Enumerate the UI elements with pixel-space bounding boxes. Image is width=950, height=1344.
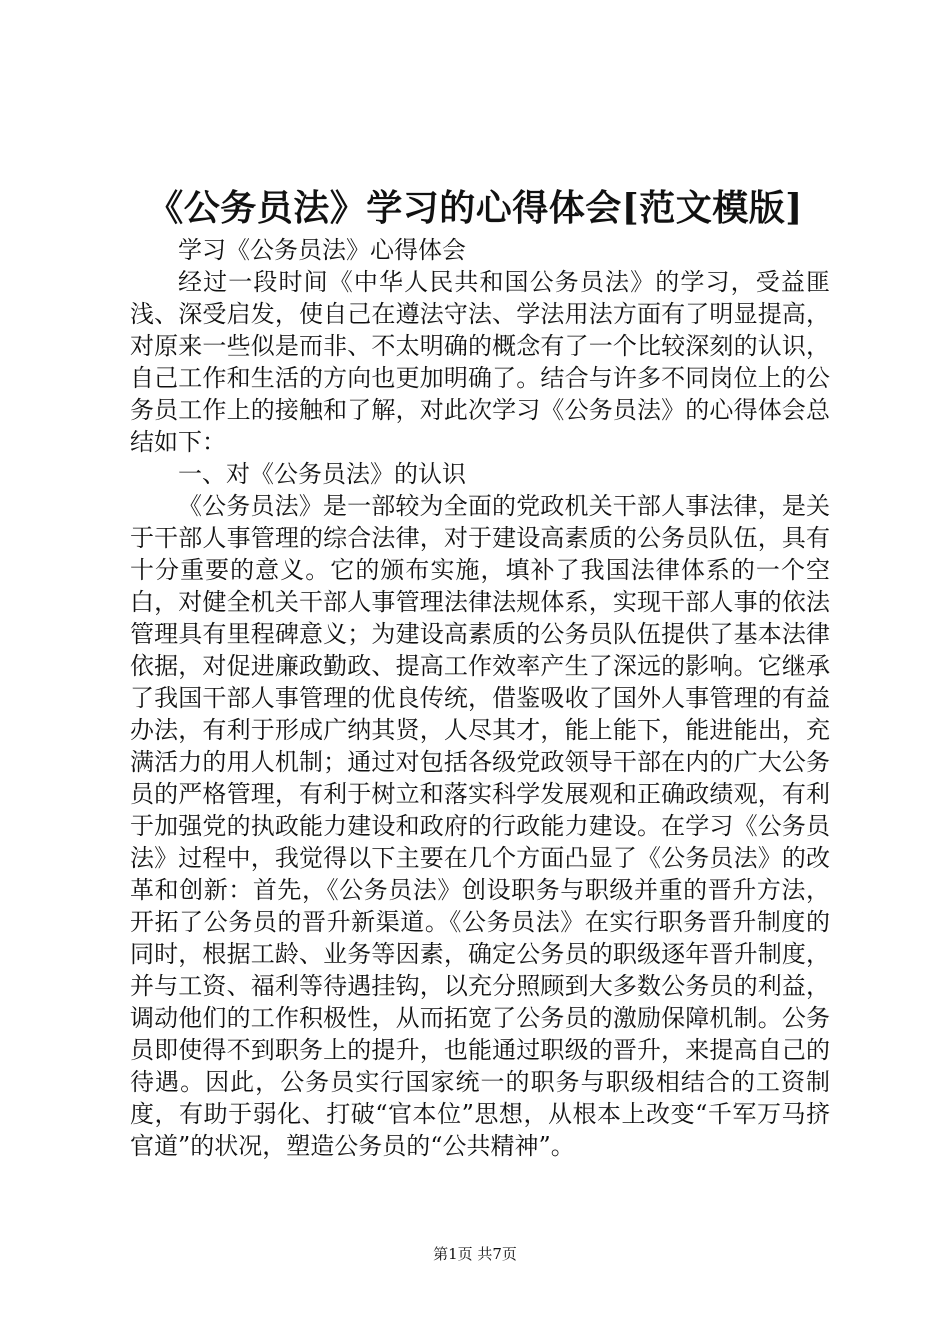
page-footer: 第1页 共7页	[433, 1245, 517, 1263]
document-title: 《公务员法》学习的心得体会[范文模版]	[147, 187, 803, 229]
paragraph-section-1: 《公务员法》是一部较为全面的党政机关干部人事法律，是关于干部人事管理的综合法律，对于建设高素质的公务员队伍，具有十分重要的意义。它的颁布实施，填补了我国法律体系的一个空白，对健全机关干部人事管理法律法规体系，实现干部人事的依法管理具有里程碑意义；为建设高素质的公务员队伍提供了基本法律依据，对促进廉政勤政、提高工作效率产生了深远的影响。它继承了我国干部人事管理的优良传统，借鉴吸收了国外人事管理的有益办法，有利于形成广纳其贤，人尽其才，能上能下，能进能出，充满活力的用人机制；通过对包括各级党政领导干部在内的广大公务员的严格管理，有利于树立和落实科学发展观和正确政绩观，有利于加强党的执政能力建设和政府的行政能力建设。在学习《公务员法》过程中，我觉得以下主要在几个方面凸显了《公务员法》的改革和创新：首先，《公务员法》创设职务与职级并重的晋升方法，开拓了公务员的晋升新渠道。《公务员法》在实行职务晋升制度的同时，根据工龄、业务等因素，确定公务员的职级逐年晋升制度，并与工资、福利等待遇挂钩，以充分照顾到大多数公务员的利益，调动他们的工作积极性，从而拓宽了公务员的激励保障机制。公务员即使得不到职务上的提升，也能通过职级的晋升，来提高自己的待遇。因此，公务员实行国家统一的职务与职级相结合的工资制度，有助于弱化、打破“官本位”思想，从根本上改变“千军万马挤官道”的状况，塑造公务员的“公共精神”。	[130, 492, 830, 1160]
document-body	[130, 234, 830, 1162]
paragraph-intro: 经过一段时间《中华人民共和国公务员法》的学习，受益匪浅、深受启发，使自己在遵法守法、学法用法方面有了明显提高，对原来一些似是而非、不太明确的概念有了一个比较深刻的认识，自己工作和生活的方向也更加明确了。结合与许多不同岗位上的公务员工作上的接触和了解，对此次学习《公务员法》的心得体会总结如下：	[130, 268, 830, 456]
paragraph-subtitle: 学习《公务员法》心得体会	[178, 236, 466, 264]
section-heading-1: 一、对《公务员法》的认识	[178, 460, 466, 488]
